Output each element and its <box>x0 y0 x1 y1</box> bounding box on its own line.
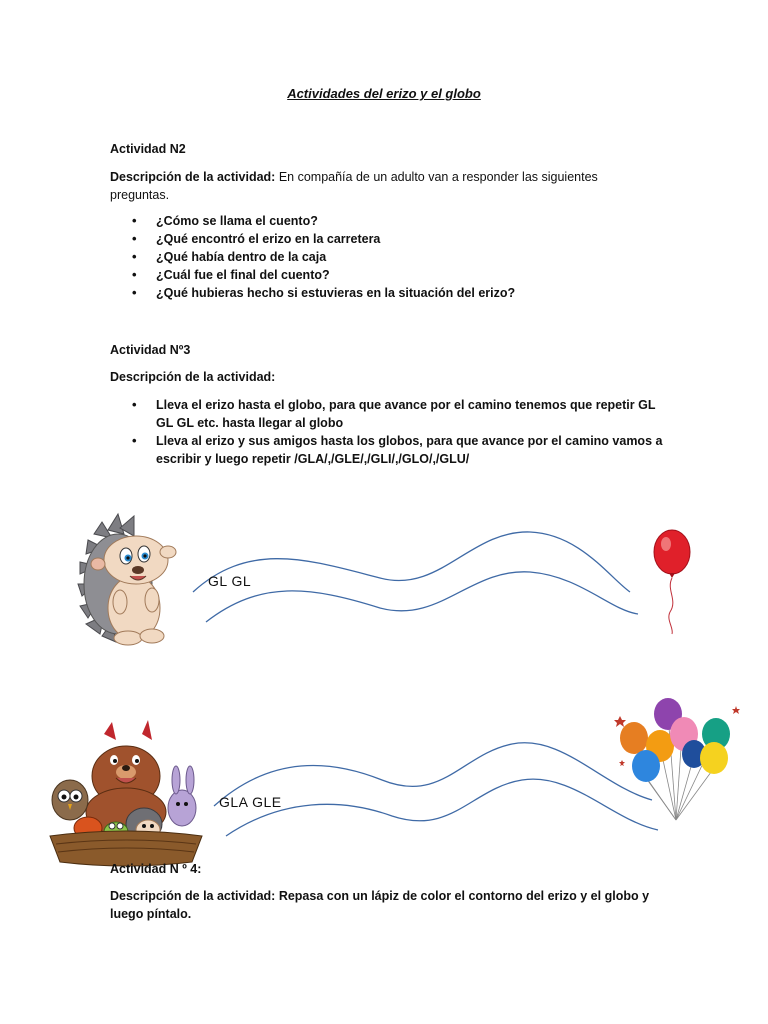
activity2-desc-label: Descripción de la actividad: <box>110 170 276 184</box>
hedgehog-image <box>72 512 182 648</box>
page-title: Actividades del erizo y el globo <box>287 86 481 101</box>
activity2-description <box>110 168 640 204</box>
activity2-question-list <box>110 212 670 302</box>
activity4-description <box>110 887 650 923</box>
hedgehog-friends-image <box>44 720 208 868</box>
activity4-heading: Actividad N º 4: <box>110 862 202 876</box>
instruction-item: • Lleva al erizo y sus amigos hasta los globos, para que avance por el camino vamos a escribir y luego repetir /GLA/,/GLE/,/GLI/,/GLO/,/GLU/ <box>110 432 670 468</box>
question-item: • ¿Qué hubieras hecho si estuvieras en la situación del erizo? <box>110 284 670 302</box>
red-balloon-image <box>630 524 726 636</box>
question-item: • ¿Cuál fue el final del cuento? <box>110 266 670 284</box>
wavy-path-1 <box>190 520 640 630</box>
activity3-heading: Actividad Nº3 <box>110 343 191 357</box>
activity2-desc-text: En compañía de un adulto van a responder las siguientes preguntas. <box>110 170 598 202</box>
instruction-item: • Lleva el erizo hasta el globo, para que avance por el camino tenemos que repetir GL GL GL etc. hasta llegar al globo <box>110 396 670 432</box>
question-item: • ¿Qué había dentro de la caja <box>110 248 670 266</box>
activity2-heading: Actividad N2 <box>110 142 186 156</box>
balloon-bunch-image <box>612 696 748 830</box>
wavy-path-2 <box>212 724 662 844</box>
activity4-desc-label: Descripción de la actividad: <box>110 889 276 903</box>
activity3-desc-label: Descripción de la actividad: <box>110 370 276 384</box>
path-2-label: GLA GLE <box>219 794 282 810</box>
question-item: • ¿Cómo se llama el cuento? <box>110 212 670 230</box>
activity4-desc-text: Repasa con un lápiz de color el contorno del erizo y el globo y luego píntalo. <box>110 889 650 921</box>
path-1-label: GL GL <box>208 573 252 589</box>
question-item: • ¿Qué encontró el erizo en la carretera <box>110 230 670 248</box>
activity3-item-list <box>110 396 670 468</box>
